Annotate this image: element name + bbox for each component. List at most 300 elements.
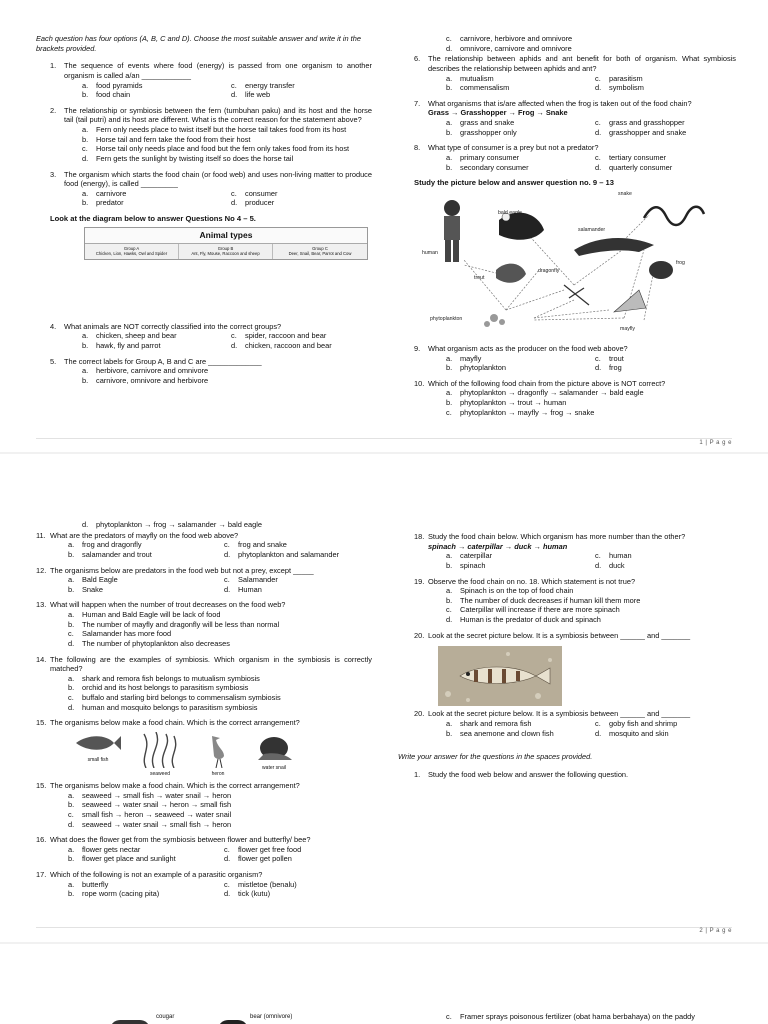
option-text: symbolism bbox=[609, 83, 644, 93]
answer-option[interactable] bbox=[231, 81, 372, 91]
option-letter: c. bbox=[231, 80, 237, 90]
answer-option[interactable] bbox=[446, 363, 587, 373]
answer-options bbox=[64, 125, 372, 164]
group-c-body: Deer, Snail, Bear, Parrot and Cow bbox=[288, 251, 352, 257]
diagram-heading: Look at the diagram below to answer Questions No 4 – 5. bbox=[50, 214, 256, 223]
answer-option[interactable] bbox=[224, 550, 372, 560]
question-list bbox=[36, 61, 372, 208]
answer-option[interactable] bbox=[446, 153, 587, 163]
written-question-1 bbox=[414, 770, 736, 780]
question-list-2 bbox=[36, 322, 372, 386]
label-bald-eagle: bald eagle bbox=[498, 209, 522, 216]
answer-option[interactable] bbox=[82, 366, 372, 376]
option-letter: a. bbox=[82, 80, 89, 90]
answer-option[interactable] bbox=[446, 719, 587, 729]
option-text: butterfly bbox=[82, 879, 109, 889]
option-text: Salamander has more food bbox=[82, 629, 172, 639]
option-letter: d. bbox=[68, 702, 75, 712]
answer-option[interactable] bbox=[68, 683, 372, 693]
question-17 bbox=[36, 870, 372, 899]
answer-option[interactable] bbox=[224, 585, 372, 595]
answer-option[interactable] bbox=[446, 74, 587, 84]
answer-options bbox=[64, 331, 372, 350]
pic-seaweed bbox=[138, 732, 182, 777]
option-letter: d. bbox=[595, 127, 602, 137]
option-text: Bald Eagle bbox=[82, 575, 118, 585]
option-text: sea anemone and clown fish bbox=[460, 728, 554, 738]
option-letter: c. bbox=[68, 809, 74, 819]
answer-option[interactable] bbox=[446, 398, 736, 408]
answer-option[interactable] bbox=[82, 125, 372, 135]
question-text: The relationship between aphids and ant benefit for both of organism. What symbiosis describes the relationship between aphids and ant? bbox=[428, 54, 736, 73]
pic-small-fish bbox=[74, 732, 122, 777]
option-text: small fish → heron → seaweed → water snail bbox=[82, 809, 232, 819]
option-letter: a. bbox=[82, 125, 89, 134]
option-letter: b. bbox=[82, 375, 89, 385]
page2-right-column bbox=[398, 532, 736, 785]
option-text: seaweed → water snail → heron → small fish bbox=[82, 800, 232, 810]
question-2 bbox=[50, 106, 372, 164]
question-number: 8. bbox=[414, 143, 421, 153]
option-text: shark and remora fish bbox=[460, 718, 532, 728]
answer-option[interactable] bbox=[595, 83, 736, 93]
option-letter: a. bbox=[68, 790, 75, 800]
answer-option[interactable] bbox=[224, 540, 372, 550]
animal-table-title: Animal types bbox=[85, 228, 367, 244]
answer-option[interactable] bbox=[68, 703, 372, 713]
option-letter: b. bbox=[82, 134, 89, 144]
option-text: mutualism bbox=[460, 73, 494, 83]
option-letter: d. bbox=[595, 363, 602, 373]
option-letter: c. bbox=[446, 1012, 452, 1021]
option-text: phytoplankton → mayfly → frog → snake bbox=[460, 407, 595, 417]
group-a-body: Chicken, Lion, Hawks, Owl and Spider bbox=[95, 251, 168, 257]
option-letter: d. bbox=[595, 162, 602, 172]
answer-option[interactable] bbox=[595, 561, 736, 571]
question-text: The organisms below make a food chain. Which is the correct arrangement? bbox=[50, 718, 300, 728]
option-letter: a. bbox=[68, 844, 75, 854]
answer-option[interactable] bbox=[595, 354, 736, 364]
answer-option[interactable] bbox=[446, 128, 587, 138]
answer-option[interactable] bbox=[82, 90, 223, 100]
question-text: The correct labels for Group A, B and C are _____________ bbox=[64, 356, 262, 366]
food-chain-pictures bbox=[74, 732, 372, 777]
option-letter: c. bbox=[224, 540, 230, 550]
cougar-figure bbox=[110, 1020, 150, 1024]
question-number: 1. bbox=[414, 769, 421, 779]
option-text: flower get pollen bbox=[238, 854, 292, 864]
question-number: 10. bbox=[414, 378, 425, 388]
answer-options bbox=[50, 791, 372, 830]
answer-option[interactable] bbox=[231, 90, 372, 100]
question-number: 9. bbox=[414, 343, 421, 353]
answer-option[interactable] bbox=[224, 889, 372, 899]
answer-option[interactable] bbox=[446, 596, 736, 606]
answer-option[interactable] bbox=[595, 128, 736, 138]
answer-option[interactable] bbox=[68, 639, 372, 649]
option-letter: b. bbox=[68, 854, 75, 864]
snake-figure bbox=[644, 207, 704, 225]
answer-option[interactable] bbox=[82, 189, 223, 199]
small-fish-icon bbox=[74, 732, 122, 754]
option-text: parasitism bbox=[609, 73, 643, 83]
write-instruction: Write your answer for the questions in the spaces provided. bbox=[398, 752, 593, 762]
option-text: salamander and trout bbox=[82, 549, 152, 559]
group-b-cell bbox=[179, 244, 273, 259]
answer-option[interactable] bbox=[68, 674, 372, 684]
answer-option[interactable] bbox=[68, 629, 372, 639]
answer-options bbox=[50, 540, 372, 559]
option-letter: c. bbox=[595, 718, 601, 728]
option-text: carnivore bbox=[96, 188, 127, 198]
pic-label: small fish bbox=[87, 756, 109, 763]
option-letter: a. bbox=[446, 353, 453, 363]
answer-option[interactable] bbox=[82, 135, 372, 145]
answer-option[interactable] bbox=[446, 388, 736, 398]
question-number: 4. bbox=[50, 321, 57, 331]
option-letter: a. bbox=[82, 331, 89, 341]
answer-options bbox=[50, 674, 372, 713]
answer-option[interactable] bbox=[68, 620, 372, 630]
option-letter: a. bbox=[446, 718, 453, 728]
option-text: flower gets nectar bbox=[82, 844, 141, 854]
option-text: Horse tail only needs place and food but the fern only takes food from its host bbox=[96, 144, 350, 154]
question-number: 19. bbox=[414, 576, 425, 586]
option-text: food pyramids bbox=[96, 80, 143, 90]
question-10 bbox=[414, 379, 736, 418]
question-text: Study the food web below and answer the following question. bbox=[428, 769, 629, 779]
answer-option[interactable] bbox=[68, 575, 216, 585]
option-letter: d. bbox=[68, 819, 75, 829]
option-text: grasshopper only bbox=[460, 127, 517, 137]
answer-option[interactable] bbox=[224, 845, 372, 855]
answer-option[interactable] bbox=[68, 693, 372, 703]
answer-option[interactable] bbox=[446, 163, 587, 173]
option-letter: a. bbox=[68, 673, 75, 683]
answer-option[interactable] bbox=[595, 153, 736, 163]
answer-options bbox=[428, 719, 736, 738]
continued-options bbox=[414, 34, 736, 53]
question-18 bbox=[414, 532, 736, 571]
option-letter: d. bbox=[446, 615, 453, 624]
answer-option[interactable] bbox=[446, 354, 587, 364]
pic-water-snail bbox=[254, 732, 294, 777]
option-text: shark and remora fish belongs to mutualism symbiosis bbox=[82, 673, 260, 683]
answer-option[interactable] bbox=[231, 331, 372, 341]
question-number: 11. bbox=[36, 530, 46, 540]
answer-option[interactable] bbox=[595, 551, 736, 561]
answer-option[interactable] bbox=[82, 331, 223, 341]
option-text: tertiary consumer bbox=[609, 152, 667, 162]
question-number: 12. bbox=[36, 565, 47, 575]
option-letter: a. bbox=[68, 575, 75, 585]
page-gap-1 bbox=[0, 452, 768, 454]
label-bear: bear (omnivore) bbox=[250, 1014, 293, 1020]
answer-option[interactable] bbox=[595, 719, 736, 729]
question-text: What organisms that is/are affected when the frog is taken out of the food chain? bbox=[428, 98, 692, 108]
question-12 bbox=[36, 566, 372, 595]
question-number: 15. bbox=[36, 781, 47, 790]
answer-options bbox=[50, 845, 372, 864]
option-text: Fern gets the sunlight by twisting itself so does the horse tail bbox=[96, 153, 294, 163]
answer-option[interactable] bbox=[82, 341, 223, 351]
option-text: goby fish and shrimp bbox=[609, 718, 678, 728]
option-letter: d. bbox=[595, 83, 602, 93]
answer-option[interactable] bbox=[446, 729, 587, 739]
answer-option[interactable] bbox=[595, 118, 736, 128]
pic-heron bbox=[198, 732, 238, 777]
salamander-figure bbox=[574, 238, 654, 256]
question-number: 6. bbox=[414, 54, 421, 64]
dragonfly-figure bbox=[564, 285, 589, 305]
answer-option[interactable] bbox=[82, 154, 372, 164]
answer-option[interactable] bbox=[68, 854, 216, 864]
option-letter: c. bbox=[446, 407, 452, 417]
option-text: Spinach is on the top of food chain bbox=[460, 586, 574, 596]
answer-option[interactable] bbox=[68, 610, 372, 620]
option-text: primary consumer bbox=[460, 152, 520, 162]
answer-option[interactable] bbox=[68, 880, 216, 890]
page3-option-c bbox=[446, 1012, 746, 1022]
option-letter: c. bbox=[68, 629, 74, 639]
option-text: chicken, raccoon and bear bbox=[245, 341, 332, 351]
answer-option[interactable] bbox=[68, 810, 372, 820]
question-14 bbox=[36, 655, 372, 713]
option-letter: a. bbox=[446, 551, 453, 561]
option-letter: c. bbox=[595, 551, 601, 561]
answer-option[interactable] bbox=[68, 889, 216, 899]
question-number: 18. bbox=[414, 532, 425, 541]
question-19 bbox=[414, 577, 736, 625]
group-b-head: Group B bbox=[217, 245, 234, 251]
option-text: buffalo and starling bird belongs to commensalism symbiosis bbox=[82, 693, 281, 702]
label-trout: trout bbox=[474, 274, 485, 281]
question-5 bbox=[50, 357, 372, 386]
option-letter: a. bbox=[446, 586, 453, 596]
option-text: mayfly bbox=[460, 353, 482, 363]
option-text: Salamander bbox=[238, 575, 278, 585]
page1-bottom-rule bbox=[36, 438, 732, 439]
option-text: human bbox=[609, 551, 632, 561]
answer-option[interactable] bbox=[595, 729, 736, 739]
option-letter: c. bbox=[595, 152, 601, 162]
answer-option[interactable] bbox=[82, 376, 372, 386]
answer-option[interactable] bbox=[595, 363, 736, 373]
answer-option[interactable] bbox=[446, 83, 587, 93]
answer-options bbox=[64, 366, 372, 385]
answer-option[interactable] bbox=[446, 615, 736, 625]
question-13 bbox=[36, 600, 372, 648]
question-text: The following are the examples of symbiosis. Which organism in the symbiosis is correctly matched? bbox=[50, 654, 372, 674]
option-text: Horse tail and fern take the food from their host bbox=[96, 134, 251, 144]
page1-right-column bbox=[414, 34, 736, 423]
answer-option[interactable] bbox=[446, 561, 587, 571]
answer-option[interactable] bbox=[446, 118, 587, 128]
picture-heading: Study the picture below and answer question no. 9 – 13 bbox=[414, 178, 615, 188]
option-letter: d. bbox=[595, 728, 602, 738]
label-snake: snake bbox=[618, 190, 632, 197]
option-text: hawk, fly and parrot bbox=[96, 341, 161, 351]
option-letter: a. bbox=[446, 152, 453, 162]
question-list-page2-right bbox=[414, 532, 736, 640]
option-text: Human bbox=[238, 584, 262, 594]
option-text: human and mosquito belongs to parasitism symbiosis bbox=[82, 702, 258, 712]
option-letter: c. bbox=[446, 605, 452, 615]
option-letter: b. bbox=[68, 549, 75, 559]
answer-option[interactable] bbox=[68, 550, 216, 560]
option-letter: b. bbox=[68, 889, 75, 899]
question-number: 20. bbox=[414, 630, 425, 640]
answer-option[interactable] bbox=[446, 408, 736, 418]
page-1 bbox=[0, 0, 768, 446]
option-letter: b. bbox=[446, 398, 453, 408]
option-letter: c. bbox=[231, 331, 237, 341]
answer-option[interactable] bbox=[68, 791, 372, 801]
answer-option[interactable] bbox=[231, 189, 372, 199]
option-letter: c. bbox=[224, 879, 230, 889]
option-letter: a. bbox=[446, 388, 453, 398]
pic-label: heron bbox=[211, 770, 225, 777]
heron-icon bbox=[198, 732, 238, 768]
question-text: What are the predators of mayfly on the food web above? bbox=[50, 530, 239, 540]
option-letter: d. bbox=[224, 584, 231, 594]
question-20 bbox=[414, 631, 736, 641]
answer-options bbox=[64, 81, 372, 100]
answer-options bbox=[64, 189, 372, 208]
option-text: rope worm (cacing pita) bbox=[82, 889, 160, 899]
page-3 bbox=[0, 1008, 768, 1024]
answer-option[interactable] bbox=[231, 198, 372, 208]
question-number: 14. bbox=[36, 654, 47, 664]
water-snail-icon bbox=[254, 732, 294, 762]
option-text: predator bbox=[96, 198, 124, 208]
animal-types-table bbox=[84, 227, 368, 260]
answer-options bbox=[428, 586, 736, 625]
question-list-page2-right-b bbox=[414, 709, 736, 738]
mayfly-figure bbox=[614, 290, 646, 312]
question-text: The organism which starts the food chain (or food web) and uses non-living matter to produce food (energy), is called _________ bbox=[64, 169, 372, 189]
answer-option[interactable] bbox=[224, 575, 372, 585]
label-mayfly: mayfly bbox=[620, 325, 635, 332]
answer-options bbox=[50, 610, 372, 649]
option-text: herbivore, carnivore and omnivore bbox=[96, 366, 209, 376]
group-b-body: Ant, Fly, Mouse, Raccoon and sheep bbox=[191, 251, 260, 257]
option-text: Fern only needs place to twist itself but the horse tail takes food from its host bbox=[96, 125, 347, 134]
answer-options bbox=[428, 388, 736, 417]
food-web-illustration bbox=[414, 190, 714, 340]
question-3 bbox=[50, 170, 372, 209]
page1-footer: 1 | P a g e bbox=[699, 440, 732, 446]
question-text: What organism acts as the producer on the food web above? bbox=[428, 343, 628, 353]
question-text: Look at the secret picture below. It is a symbiosis between ______ and _______ bbox=[428, 709, 691, 719]
label-phytoplankton: phytoplankton bbox=[430, 315, 463, 322]
answer-option[interactable] bbox=[82, 81, 223, 91]
question-list-right-2 bbox=[414, 344, 736, 417]
option-letter: d. bbox=[231, 198, 238, 208]
option-text: mistletoe (benalu) bbox=[238, 879, 297, 889]
answer-option[interactable] bbox=[68, 800, 372, 810]
option-text: seaweed → small fish → water snail → heron bbox=[82, 790, 232, 800]
option-text: Framer sprays poisonous fertilizer (obat hama berbahaya) on the paddy bbox=[460, 1012, 695, 1021]
question-6 bbox=[414, 54, 736, 93]
answer-option[interactable] bbox=[68, 540, 216, 550]
group-c-cell bbox=[273, 244, 367, 259]
answer-option[interactable] bbox=[82, 198, 223, 208]
answer-option[interactable] bbox=[82, 144, 372, 154]
option-text: omnivore, carnivore and omnivore bbox=[460, 43, 572, 53]
option-letter: b. bbox=[446, 363, 453, 373]
question-15 bbox=[36, 718, 372, 728]
option-letter: c. bbox=[82, 144, 88, 154]
frog-figure bbox=[649, 261, 673, 279]
answer-option[interactable] bbox=[446, 551, 587, 561]
answer-options bbox=[50, 880, 372, 899]
answer-option[interactable] bbox=[446, 586, 736, 596]
phytoplankton-figure bbox=[484, 314, 505, 327]
page2-bottom-rule bbox=[36, 927, 732, 928]
option-text: commensalism bbox=[460, 83, 510, 93]
option-letter: b. bbox=[446, 83, 453, 93]
answer-option[interactable] bbox=[595, 74, 736, 84]
answer-options bbox=[428, 153, 736, 172]
human-figure bbox=[444, 200, 460, 262]
option-text: seaweed → water snail → small fish → heron bbox=[82, 819, 232, 829]
answer-option[interactable] bbox=[224, 880, 372, 890]
goby-shrimp-photo bbox=[438, 646, 562, 706]
answer-option[interactable] bbox=[68, 820, 372, 830]
answer-option[interactable] bbox=[446, 605, 736, 615]
option-letter: d. bbox=[82, 520, 89, 529]
question-number: 3. bbox=[50, 169, 57, 179]
option-letter: a. bbox=[68, 610, 75, 619]
option-text: mosquito and skin bbox=[609, 728, 669, 738]
option-letter: b. bbox=[68, 619, 75, 629]
answer-options bbox=[428, 118, 736, 137]
answer-option[interactable] bbox=[446, 44, 736, 54]
question-number: 2. bbox=[50, 105, 57, 115]
option-text: phytoplankton → trout → human bbox=[460, 398, 567, 408]
option-text: frog bbox=[609, 363, 622, 373]
option-text: trout bbox=[609, 353, 624, 363]
option-letter: a. bbox=[446, 118, 453, 127]
option-text: life web bbox=[245, 90, 271, 100]
option-text: The number of phytoplankton also decreases bbox=[82, 638, 230, 648]
answer-option[interactable] bbox=[595, 163, 736, 173]
question-text: The organisms below make a food chain. Which is the correct arrangement? bbox=[50, 781, 300, 790]
answer-option[interactable] bbox=[446, 34, 736, 44]
page2-footer: 2 | P a g e bbox=[699, 928, 732, 934]
answer-option[interactable] bbox=[224, 854, 372, 864]
option-text: The number of mayfly and dragonfly will be less than normal bbox=[82, 619, 280, 629]
option-letter: a. bbox=[68, 540, 75, 550]
answer-option[interactable] bbox=[68, 585, 216, 595]
option-letter: b. bbox=[446, 127, 453, 137]
option-letter: b. bbox=[446, 560, 453, 570]
option-text: phytoplankton → frog → salamander → bald eagle bbox=[96, 520, 262, 529]
option-text: grasshopper and snake bbox=[609, 127, 687, 137]
answer-options bbox=[428, 74, 736, 93]
question-number: 1. bbox=[50, 61, 57, 71]
option-text: frog and snake bbox=[238, 540, 287, 550]
answer-option[interactable] bbox=[231, 341, 372, 351]
option-text: energy transfer bbox=[245, 80, 295, 90]
goby-fish-icon bbox=[438, 646, 562, 706]
option-text: spider, raccoon and bear bbox=[245, 331, 327, 341]
question-1 bbox=[50, 61, 372, 100]
answer-option[interactable] bbox=[68, 845, 216, 855]
page-2 bbox=[0, 520, 768, 940]
option-text: frog and dragonfly bbox=[82, 540, 142, 550]
